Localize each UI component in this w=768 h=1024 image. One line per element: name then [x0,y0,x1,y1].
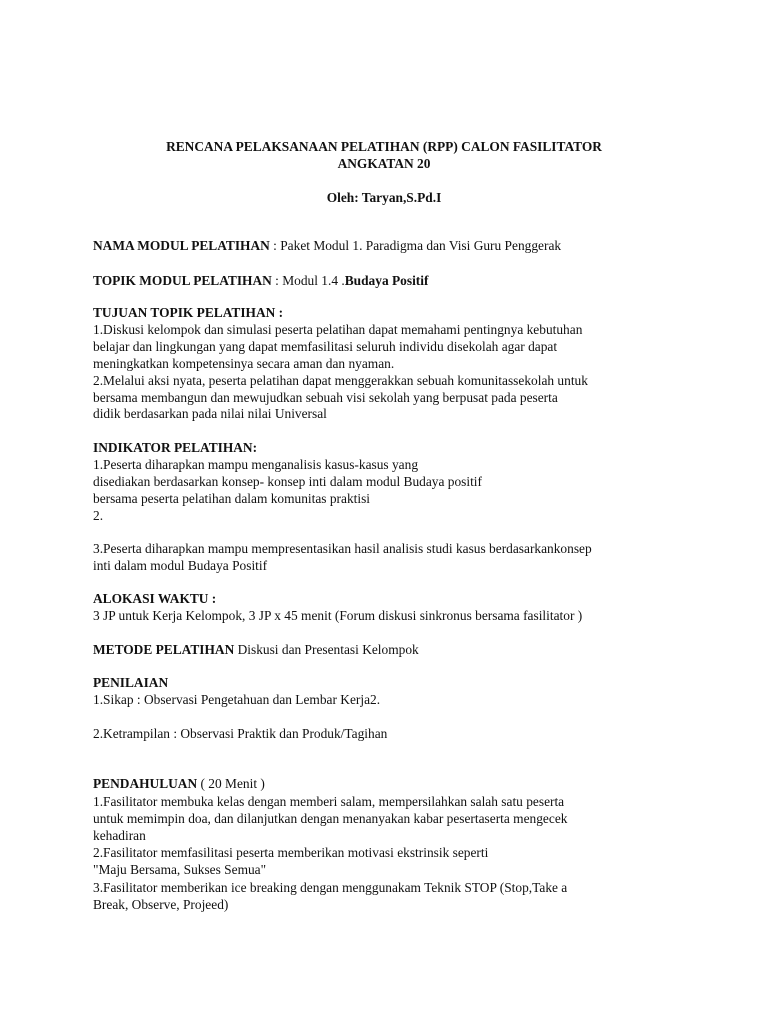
pendahuluan-label: PENDAHULUAN [93,776,198,791]
pendahuluan-line-7: Break, Observe, Projeed) [93,897,229,912]
tujuan-line-1: 1.Diskusi kelompok dan simulasi peserta pelatihan dapat memahami pentingnya kebutuhan [93,322,583,337]
indikator-heading: INDIKATOR PELATIHAN: [93,440,258,455]
indikator-line-2: disediakan berdasarkan konsep- konsep inti dalam modul Budaya positif [93,474,482,489]
topik-value-prefix: : Modul 1.4 . [271,273,345,288]
pendahuluan-line-1: 1.Fasilitator membuka kelas dengan memberi salam, mempersilahkan salah satu peserta [93,794,565,809]
alokasi-heading: ALOKASI WAKTU : [93,591,217,606]
alokasi-line: 3 JP untuk Kerja Kelompok, 3 JP x 45 menit (Forum diskusi sinkronus bersama fasilitator ) [93,608,583,623]
title-line-2: ANGKATAN 20 [337,155,431,171]
tujuan-line-5: bersama membangun dan mewujudkan sebuah visi sekolah yang berpusat pada peserta [93,390,558,405]
pendahuluan-line-5: "Maju Bersama, Sukses Semua" [93,862,267,877]
indikator-line-1: 1.Peserta diharapkan mampu menganalisis kasus-kasus yang [93,457,419,472]
metode-value: Diskusi dan Presentasi Kelompok [234,642,419,657]
indikator-line-5: 3.Peserta diharapkan mampu mempresentasikan hasil analisis studi kasus berdasarkankonsep [93,541,592,556]
pendahuluan-line-4: 2.Fasilitator memfasilitasi peserta memberikan motivasi ekstrinsik seperti [93,845,489,860]
tujuan-line-4: 2.Melalui aksi nyata, peserta pelatihan dapat menggerakkan sebuah komunitassekolah untuk [93,373,588,388]
tujuan-line-6: didik berdasarkan pada nilai nilai Universal [93,406,327,421]
tujuan-heading: TUJUAN TOPIK PELATIHAN : [93,305,284,320]
penilaian-line-1: 1.Sikap : Observasi Pengetahuan dan Lembar Kerja2. [93,692,381,707]
author-line: Oleh: Taryan,S.Pd.I [326,190,442,205]
pendahuluan-line-6: 3.Fasilitator memberikan ice breaking dengan menggunakam Teknik STOP (Stop,Take a [93,880,568,895]
modul-value: : Paket Modul 1. Paradigma dan Visi Guru Penggerak [269,238,562,253]
document-title [94,139,674,172]
penilaian-heading: PENILAIAN [93,675,169,690]
penilaian-line-2: 2.Ketrampilan : Observasi Praktik dan Produk/Tagihan [93,726,388,741]
pendahuluan-line-3: kehadiran [93,828,146,843]
tujuan-line-2: belajar dan lingkungan yang dapat memfasilitasi seluruh individu disekolah agar dapat [93,339,558,354]
tujuan-line-3: meningkatkan kompetensinya secara aman dan nyaman. [93,356,395,371]
pendahuluan-line-2: untuk memimpin doa, dan dilanjutkan dengan menanyakan kabar pesertaserta mengecek [93,811,568,826]
topik-value-bold: Budaya Positif [344,273,429,288]
indikator-line-6: inti dalam modul Budaya Positif [93,558,268,573]
indikator-line-4: 2. [93,508,104,523]
topik-line [93,273,428,290]
pendahuluan-value: ( 20 Menit ) [197,776,265,791]
indikator-line-3: bersama peserta pelatihan dalam komunitas praktisi [93,491,371,506]
metode-line [93,642,419,659]
title-line-1: RENCANA PELAKSANAAN PELATIHAN (RPP) CALON FASILITATOR [166,139,602,154]
topik-label: TOPIK MODUL PELATIHAN [93,273,272,288]
modul-label: NAMA MODUL PELATIHAN [93,238,270,253]
pendahuluan-line [93,776,265,793]
metode-label: METODE PELATIHAN [93,642,235,657]
modul-line [93,238,561,255]
